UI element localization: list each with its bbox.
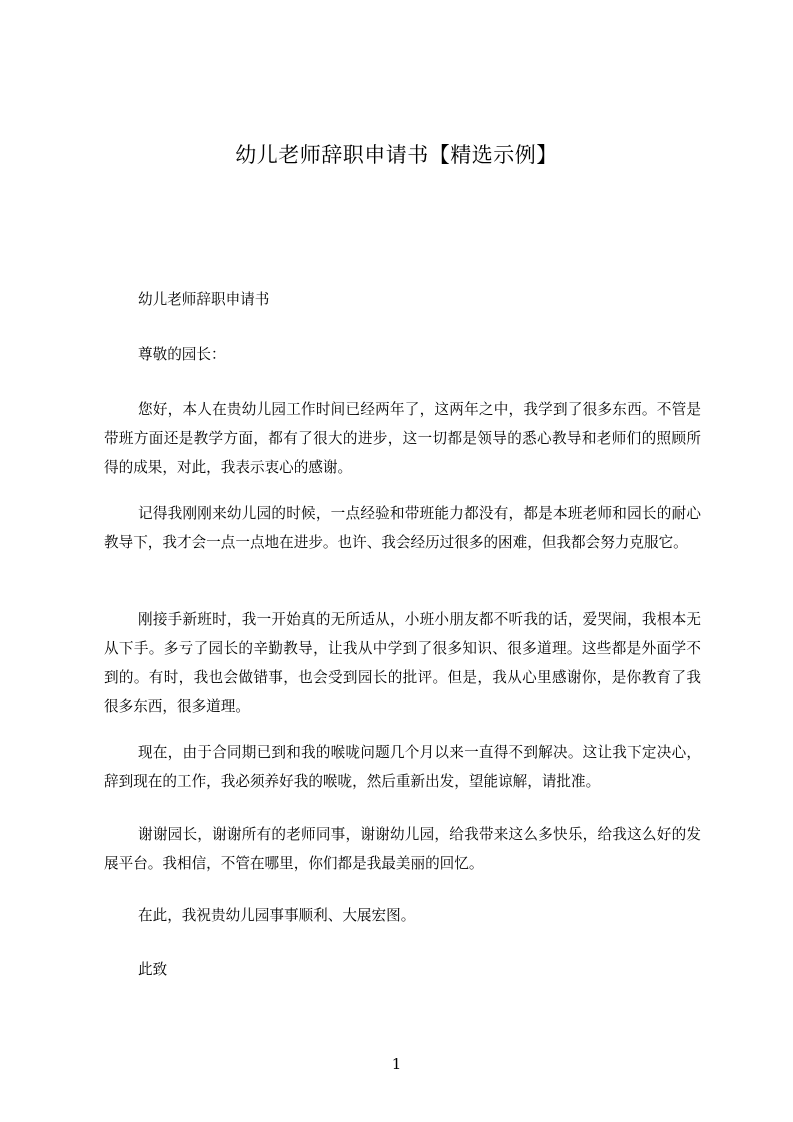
letter-closing: 此致 [138,961,168,978]
letter-heading: 幼儿老师辞职申请书 [138,291,270,308]
document-title: 幼儿老师辞职申请书【精选示例】 [235,143,558,167]
body-paragraph: 现在，由于合同期已到和我的喉咙问题几个月以来一直得不到解决。这让我下定决心，辞到现在的工作，我必须养好我的喉咙，然后重新出发，望能谅解，请批准。 [104,744,701,790]
body-paragraph: 您好，本人在贵幼儿园工作时间已经两年了，这两年之中，我学到了很多东西。不管是带班方面还是教学方面，都有了很大的进步，这一切都是领导的悉心教导和老师们的照顾所得的成果，对此，我表示衷心的感谢。 [104,401,701,476]
body-paragraph: 谢谢园长，谢谢所有的老师同事，谢谢幼儿园，给我带来这么多快乐，给我这么好的发展平台。我相信，不管在哪里，你们都是我最美丽的回忆。 [104,826,701,872]
page-number: 1 [391,1055,402,1073]
body-paragraph: 在此，我祝贵幼儿园事事顺利、大展宏图。 [138,907,416,924]
letter-salutation: 尊敬的园长： [138,346,226,363]
body-paragraph: 记得我刚刚来幼儿园的时候，一点经验和带班能力都没有，都是本班老师和园长的耐心教导下，我才会一点一点地在进步。也许、我会经历过很多的困难，但我都会努力克服它。 [104,505,701,551]
body-paragraph: 刚接手新班时，我一开始真的无所适从，小班小朋友都不听我的话，爱哭闹，我根本无从下手。多亏了园长的辛勤教导，让我从中学到了很多知识、很多道理。这些都是外面学不到的。有时，我也会做错事，也会受到园长的批评。但是，我从心里感谢你，是你教育了我很多东西，很多道理。 [104,611,701,715]
